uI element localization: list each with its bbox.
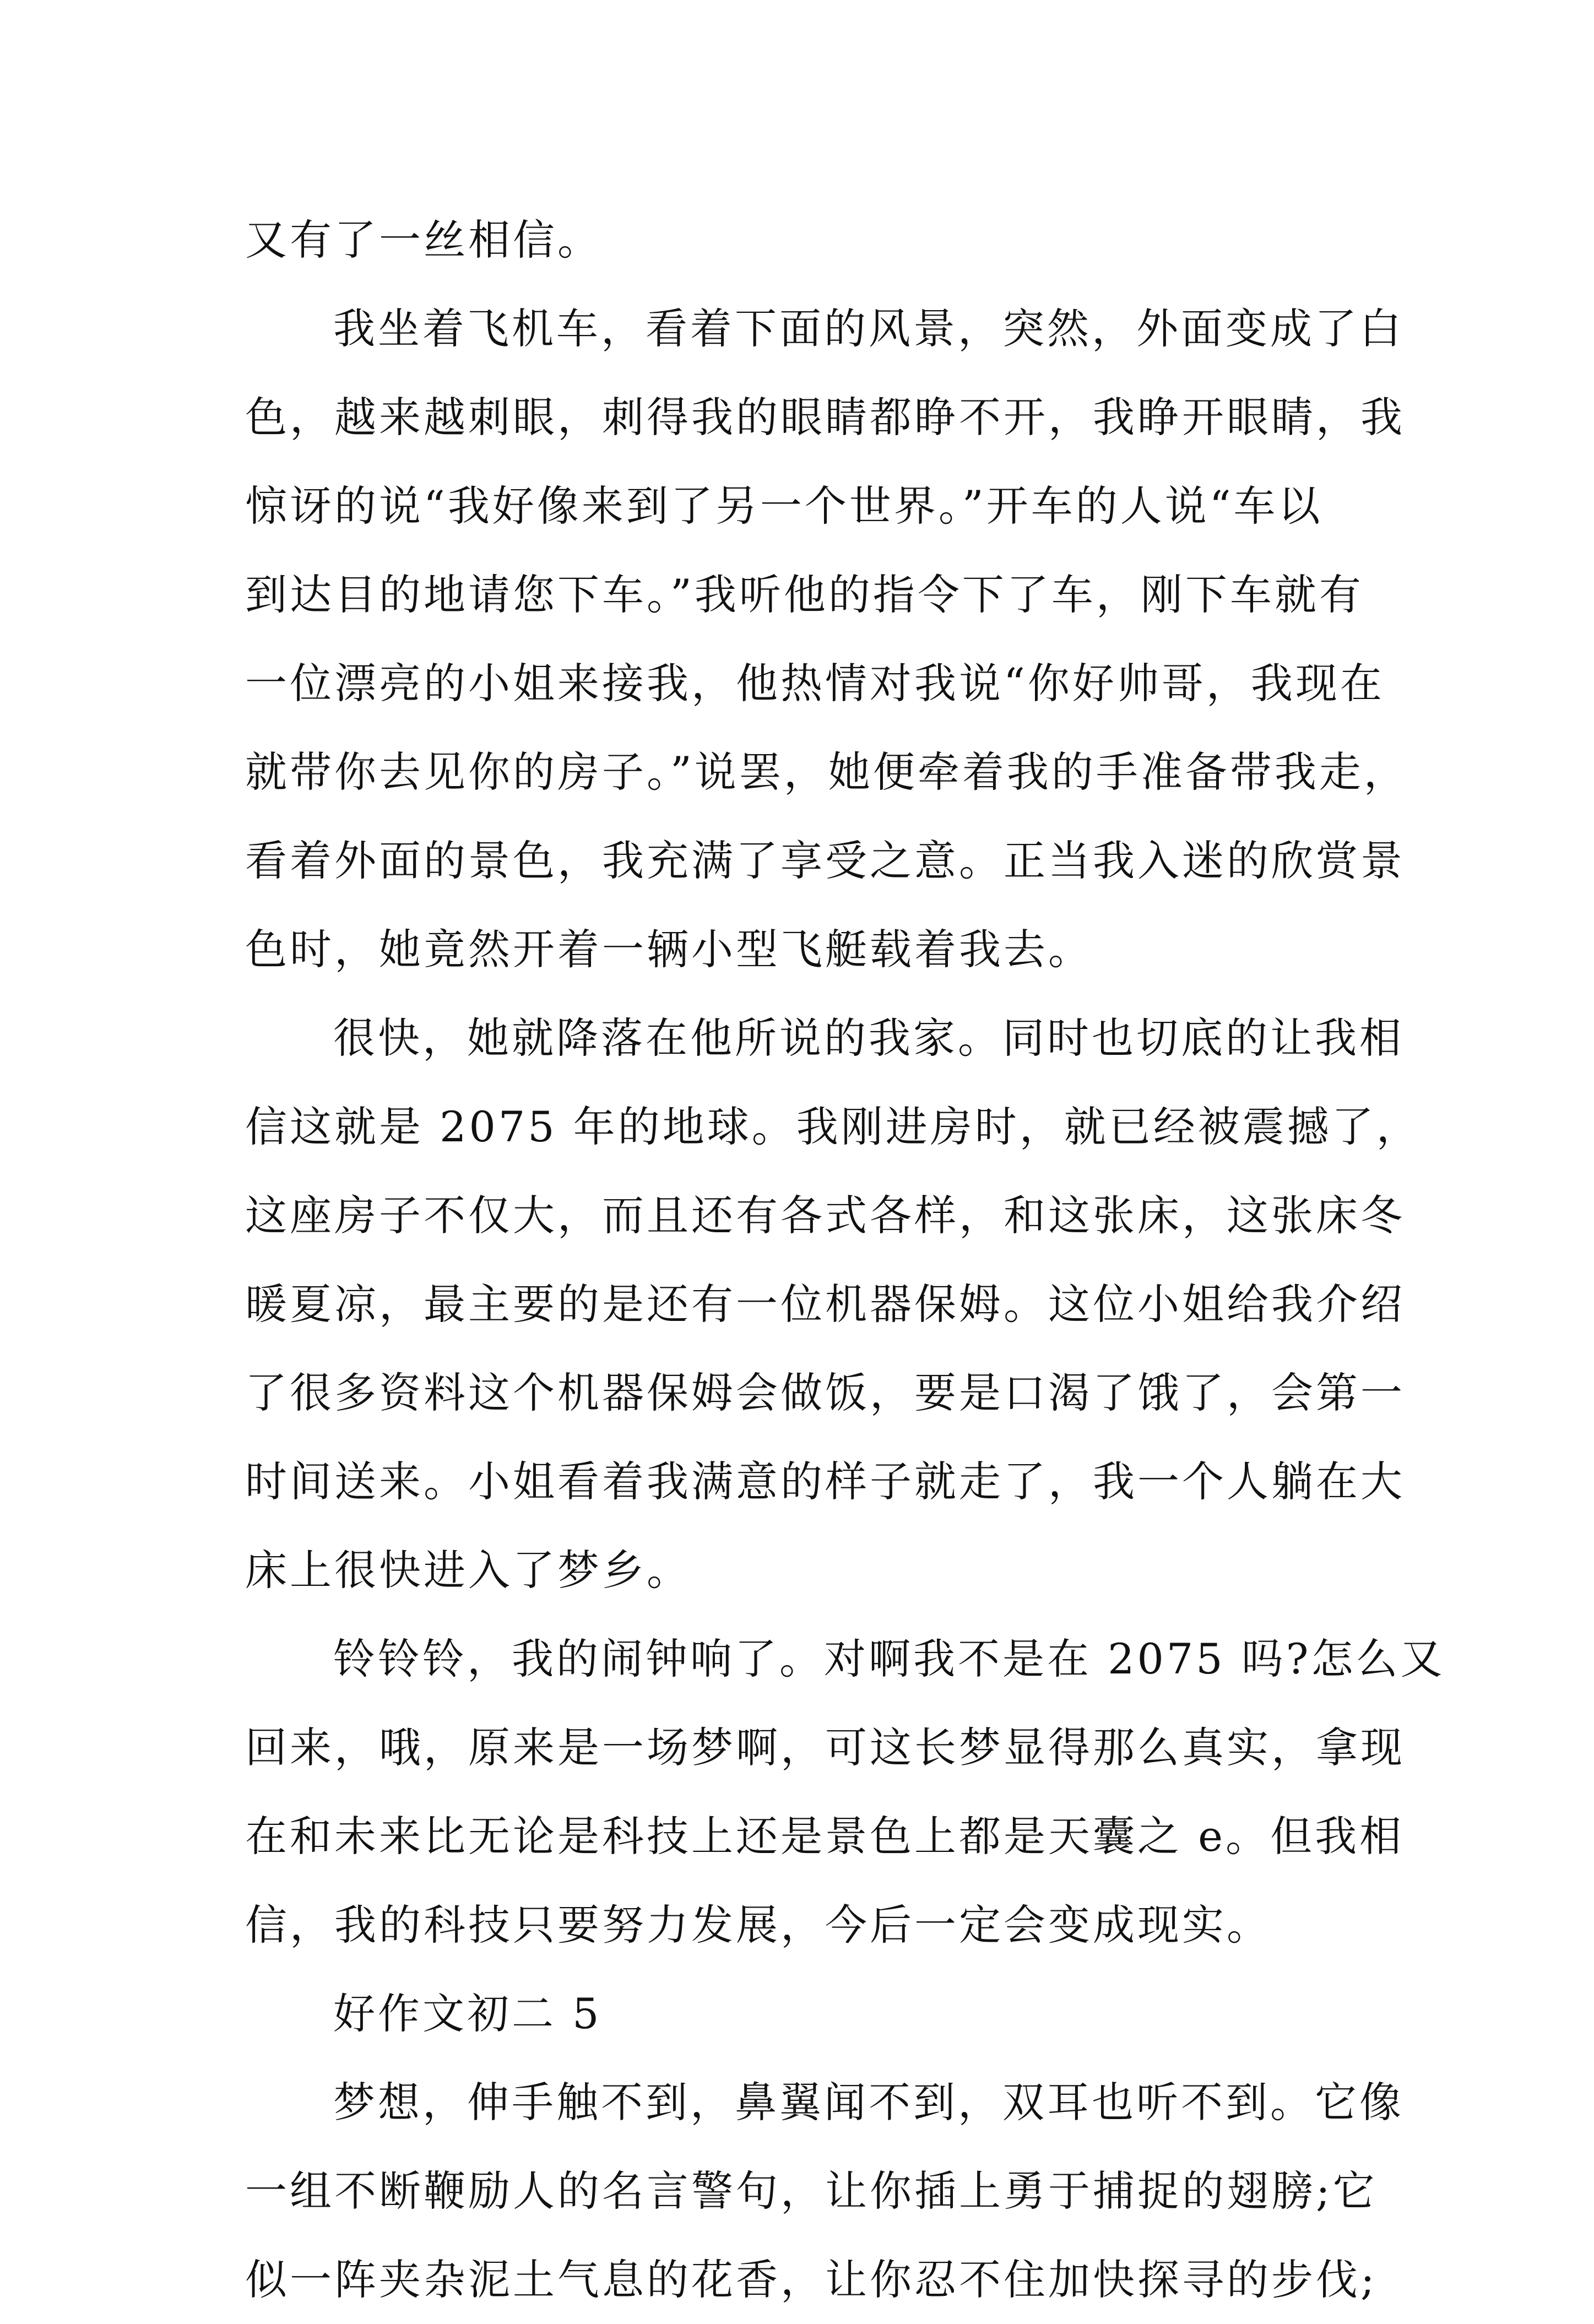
text-line: 信，我的科技只要努力发展，今后一定会变成现实。 [245, 1900, 1271, 1949]
text-line: 很快，她就降落在他所说的我家。同时也切底的让我相 [333, 1014, 1404, 1063]
text-line: 就带你去见你的房子。”说罢，她便牵着我的手准备带我走， [245, 747, 1408, 797]
text-line: 床上很快进入了梦乡。 [245, 1546, 691, 1595]
text-line: 色，越来越刺眼，刺得我的眼睛都睁不开，我睁开眼睛，我 [245, 393, 1405, 442]
text-line: 一组不断鞭励人的名言警句，让你插上勇于捕捉的翅膀;它 [245, 2166, 1378, 2215]
essay-text [245, 196, 1445, 2324]
text-line: 时间送来。小姐看着我满意的样子就走了，我一个人躺在大 [245, 1457, 1405, 1506]
text-line: 又有了一丝相信。 [245, 215, 602, 264]
text-line: 信这就是 2075 年的地球。我刚进房时，就已经被震撼了， [245, 1102, 1421, 1151]
text-line: 看着外面的景色，我充满了享受之意。正当我入迷的欣赏景 [245, 836, 1405, 885]
text-line: 暖夏凉，最主要的是还有一位机器保姆。这位小姐给我介绍 [245, 1280, 1405, 1329]
text-line: 惊讶的说“我好像来到了另一个世界。”开车的人说“车以 [245, 481, 1323, 530]
text-line: 梦想，伸手触不到，鼻翼闻不到，双耳也听不到。它像 [333, 2078, 1404, 2127]
text-line: 回来，哦，原来是一场梦啊，可这长梦显得那么真实，拿现 [245, 1723, 1405, 1772]
text-line: 在和未来比无论是科技上还是景色上都是天囊之 e。但我相 [245, 1812, 1405, 1861]
text-line: 到达目的地请您下车。”我听他的指令下了车，刚下车就有 [245, 570, 1364, 619]
text-line: 一位漂亮的小姐来接我，他热情对我说“你好帅哥，我现在 [245, 659, 1385, 708]
text-line: 色时，她竟然开着一辆小型飞艇载着我去。 [245, 925, 1093, 974]
section-heading: 好作文初二 5 [333, 1989, 602, 2038]
text-line: 这座房子不仅大，而且还有各式各样，和这张床，这张床冬 [245, 1191, 1405, 1240]
text-line: 我坐着飞机车，看着下面的风景，突然，外面变成了白 [333, 304, 1404, 353]
text-line: 了很多资料这个机器保姆会做饭，要是口渴了饿了，会第一 [245, 1368, 1405, 1417]
text-line: 铃铃铃，我的闹钟响了。对啊我不是在 2075 吗?怎么又 [333, 1634, 1445, 1683]
text-line: 似一阵夹杂泥土气息的花香，让你忍不住加快探寻的步伐; [245, 2255, 1378, 2304]
